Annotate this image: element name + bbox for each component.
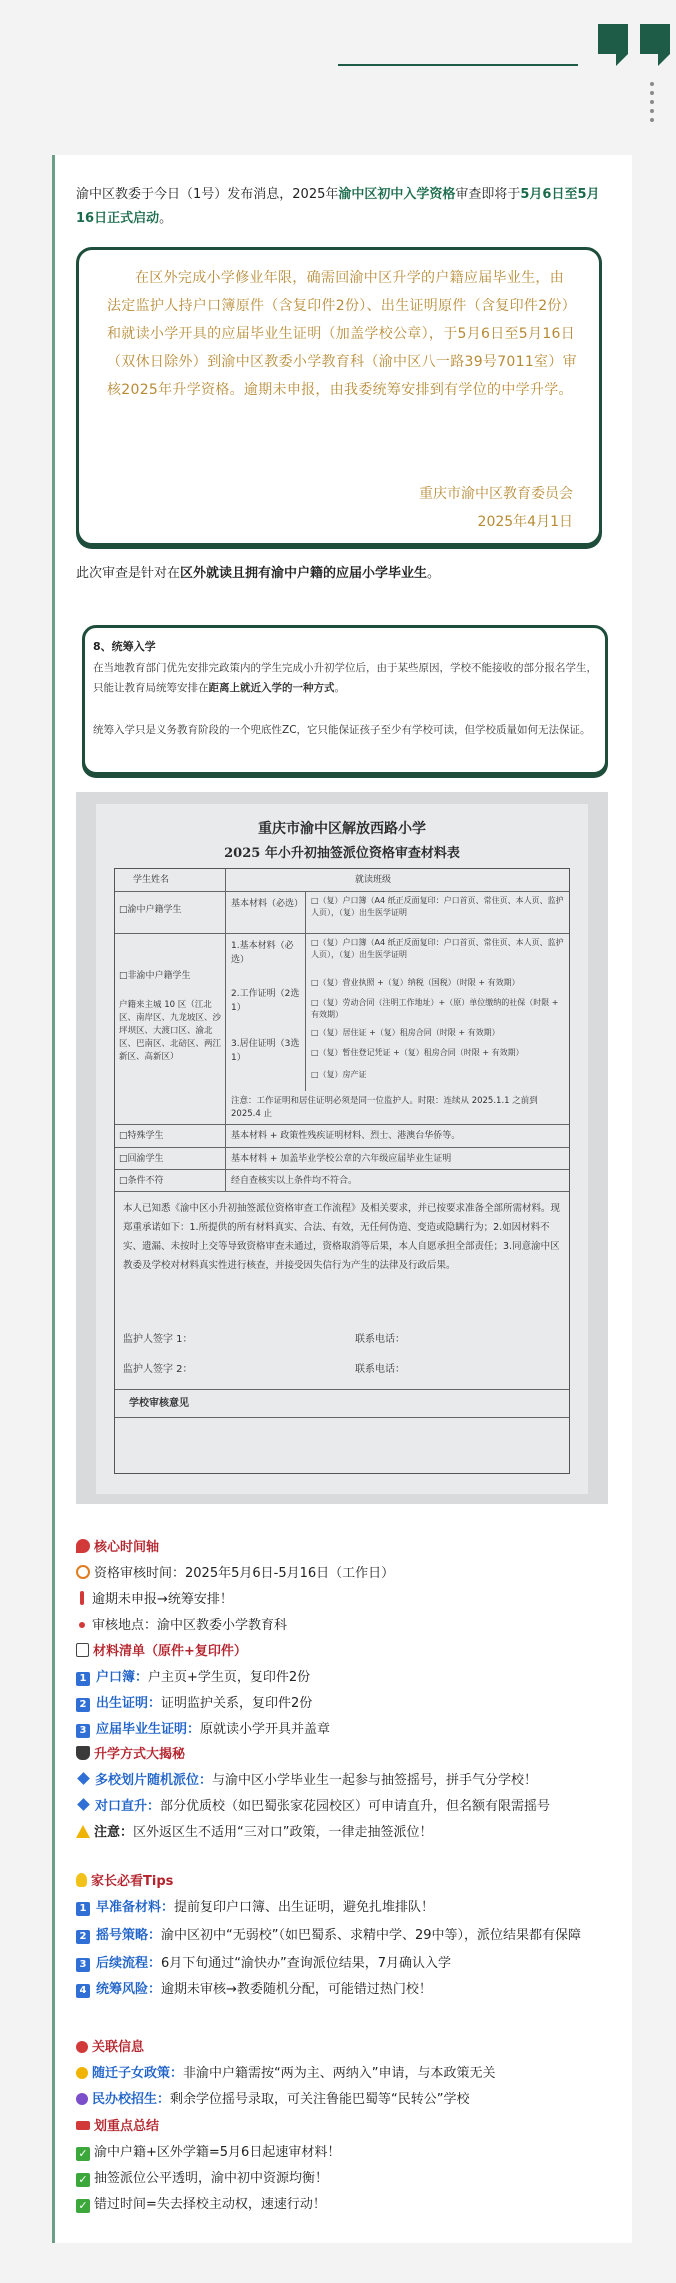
intro-paragraph bbox=[76, 183, 612, 231]
notice-sign-date: 2025年4月1日 bbox=[477, 514, 573, 530]
form-m3-a: □（复）居住证 +（复）租房合同（时限 + 有效期） bbox=[311, 1028, 500, 1037]
form-col-student: 学生姓名 bbox=[133, 875, 170, 885]
policy-paragraph-1 bbox=[93, 658, 599, 698]
form-row-nonlocal: □非渝中户籍学生 bbox=[119, 971, 191, 981]
warning-icon bbox=[76, 1825, 90, 1838]
form-sign2: 监护人签字 2： bbox=[123, 1364, 193, 1375]
scope-paragraph bbox=[76, 562, 612, 586]
intro-prefix: 渝中区教委于今日（1号）发布消息，2025年 bbox=[76, 187, 339, 202]
scope-prefix: 此次审查是针对在 bbox=[76, 566, 181, 581]
family-icon bbox=[76, 2067, 88, 2079]
check-icon: ✓ bbox=[76, 2173, 90, 2187]
notice-sign-org: 重庆市渝中区教育委员会 bbox=[419, 486, 573, 502]
form-tel2: 联系电话： bbox=[355, 1364, 405, 1375]
summary-section bbox=[76, 2117, 616, 2215]
check-icon: ✓ bbox=[76, 2147, 90, 2161]
material-item: 3 应届毕业生证明：原就读小学开具并盖章 bbox=[76, 1720, 616, 1740]
no-entry-icon bbox=[76, 2041, 88, 2053]
summary-title: 划重点总结 bbox=[76, 2117, 616, 2137]
header-divider bbox=[338, 64, 578, 66]
form-m3-b: □（复）暂住登记凭证 +（复）租房合同（时限 + 有效期） bbox=[311, 1048, 524, 1057]
methods-title: 升学方式大揭秘 bbox=[76, 1745, 616, 1765]
graduation-cap-icon bbox=[76, 1746, 90, 1760]
exclamation-icon bbox=[80, 1591, 84, 1605]
diamond-icon bbox=[77, 1798, 90, 1811]
intro-highlight-dates: 5月6日至5月16日正式启动 bbox=[76, 187, 600, 226]
megaphone-icon bbox=[76, 2121, 90, 2130]
intro-mid: 审查即将于 bbox=[455, 187, 521, 202]
policy-paragraph-2: 统筹入学只是义务教育阶段的一个兜底性ZC，它只能保证孩子至少有学校可读，但学校质量如何无法保证。 bbox=[93, 724, 591, 736]
form-title-table: 2025 年小升初抽签派位资格审查材料表 bbox=[224, 846, 460, 861]
related-section bbox=[76, 2038, 616, 2110]
summary-item: ✓ 渝中户籍+区外学籍=5月6日起速审材料！ bbox=[76, 2143, 616, 2163]
scope-bold: 区外就读且拥有渝中户籍的应届小学毕业生 bbox=[180, 566, 428, 581]
material-item: 1 户口簿：户主页+学生页，复印件2份 bbox=[76, 1668, 616, 1688]
timeline-item: 资格审核时间：2025年5月6日-5月16日（工作日） bbox=[76, 1564, 616, 1584]
form-row-special: □特殊学生 bbox=[119, 1131, 164, 1141]
official-notice-box bbox=[76, 247, 602, 546]
timeline-section bbox=[76, 1538, 616, 1636]
check-icon: ✓ bbox=[76, 2199, 90, 2213]
form-row-return-desc: 基本材料 + 加盖毕业学校公章的六年级应届毕业生证明 bbox=[231, 1154, 452, 1164]
tip-item: 4 统筹风险：逾期未审核→教委随机分配，可能错过热门校！ bbox=[76, 1980, 616, 2000]
form-row-local-basic: 基本材料（必选） bbox=[231, 899, 304, 909]
alarm-clock-icon bbox=[76, 1565, 90, 1579]
form-row-local-desc: □（复）户口簿（A4 纸正反面复印：户口首页、常住页、本人页、监护人页），（复）出生医学证明 bbox=[311, 896, 564, 917]
form-row-return: □回渝学生 bbox=[119, 1154, 164, 1164]
form-m2-a: □（复）营业执照 +（复）纳税（国税）（时限 + 有效期） bbox=[311, 978, 520, 987]
summary-item: ✓ 错过时间=失去择校主动权，速速行动！ bbox=[76, 2195, 616, 2215]
form-row-none: □条件不符 bbox=[119, 1176, 164, 1186]
form-tel1: 联系电话： bbox=[355, 1334, 405, 1345]
form-photo bbox=[76, 792, 608, 1504]
notice-body: 在区外完成小学修业年限，确需回渝中区升学的户籍应届毕业生，由法定监护人持户口簿原件（含复印件2份）、出生证明原件（含复印件2份）和就读小学开具的应届毕业生证明（加盖学校公章），于5月6日至5月16日（双休日除外）到渝中区教委小学教育科（渝中区八一路39号7011室）审核2025年升学资格。逾期未申报，由我委统筹安排到有学位的中学升学。 bbox=[107, 270, 577, 398]
form-m1: 1.基本材料（必选） bbox=[231, 941, 294, 965]
intro-highlight-program: 渝中区初中入学资格 bbox=[338, 187, 456, 202]
policy-p1-text: 在当地教育部门优先安排完政策内的学生完成小升初学位后，由于某些原因，学校不能接收的部分报名学生，只能让教育局统筹安排在 bbox=[93, 662, 597, 694]
timeline-item: 逾期未申报→统筹安排！ bbox=[76, 1590, 616, 1610]
article-side-bar bbox=[52, 155, 55, 2243]
form-pledge: 本人已知悉《渝中区小升初抽签派位资格审查工作流程》及相关要求，并已按要求准备全部所需材料。现郑重承诺如下：1.所提供的所有材料真实、合法、有效，无任何伪造、变造或隐瞒行为；2.如因材料不实、遗漏、未按时上交等导致资格审查未通过，资格取消等后果，本人自愿承担全部责任；3.同意渝中区教委及学校对材料真实性进行核查，并接受因失信行为产生的法律及行政后果。 bbox=[123, 1203, 561, 1271]
notice-signature bbox=[419, 480, 573, 536]
tip-item: 2 摇号策略：渝中区初中“无弱校”（如巴蜀系、求精中学、29中等），派位结果都有保障 bbox=[76, 1924, 616, 1948]
tips-section bbox=[76, 1872, 616, 2000]
quote-mark-icon bbox=[640, 24, 670, 66]
timeline-item: 审核地点：渝中区教委小学教育科 bbox=[76, 1616, 616, 1636]
tip-item: 3 后续流程：6月下旬通过“渝快办”查询派位结果，7月确认入学 bbox=[76, 1954, 616, 1974]
method-note: 注意：区外返区生不适用“三对口”政策，一律走抽签派位！ bbox=[76, 1823, 616, 1843]
form-col-class: 就读班级 bbox=[355, 875, 392, 885]
form-m3: 3.居住证明（3选1） bbox=[231, 1039, 300, 1063]
timeline-title: 核心时间轴 bbox=[76, 1538, 616, 1558]
lightbulb-icon bbox=[76, 1873, 87, 1887]
form-title-school: 重庆市渝中区解放西路小学 bbox=[258, 821, 426, 837]
form-row-none-desc: 经自查核实以上条件均不符合。 bbox=[231, 1176, 358, 1186]
form-row-local: □渝中户籍学生 bbox=[119, 905, 182, 915]
form-m3-c: □（复）房产证 bbox=[311, 1070, 367, 1079]
policy-title: 8、统筹入学 bbox=[93, 640, 156, 653]
school-icon bbox=[76, 2093, 88, 2105]
method-item: 多校划片随机派位：与渝中区小学毕业生一起参与抽签摇号，拼手气分学校！ bbox=[76, 1771, 616, 1791]
policy-p1-end: 。 bbox=[334, 682, 345, 694]
clipboard-icon bbox=[76, 1643, 89, 1657]
form-school-opinion: 学校审核意见 bbox=[129, 1398, 189, 1409]
related-title: 关联信息 bbox=[76, 2038, 616, 2058]
methods-section bbox=[76, 1745, 616, 1843]
intro-suffix: 。 bbox=[159, 211, 173, 226]
summary-item: ✓ 抽签派位公平透明，渝中初中资源均衡！ bbox=[76, 2169, 616, 2189]
related-item: 随迁子女政策：非渝中户籍需按“两为主、两纳入”申请，与本政策无关 bbox=[76, 2064, 616, 2084]
form-m2: 2.工作证明（2选1） bbox=[231, 989, 300, 1013]
form-m2-b: □（复）劳动合同（注明工作地址）+（原）单位缴纳的社保（时限 + 有效期） bbox=[311, 998, 559, 1019]
materials-section bbox=[76, 1642, 616, 1740]
pushpin-icon bbox=[79, 1622, 85, 1628]
material-item: 2 出生证明：证明监护关系，复印件2份 bbox=[76, 1694, 616, 1714]
related-item: 民办校招生：剩余学位摇号录取，可关注鲁能巴蜀等“民转公”学校 bbox=[76, 2090, 616, 2110]
tip-item: 1 早准备材料：提前复印户口簿、出生证明，避免扎堆排队！ bbox=[76, 1898, 616, 1918]
method-item: 对口直升：部分优质校（如巴蜀张家花园校区）可申请直升，但名额有限需摇号 bbox=[76, 1797, 616, 1817]
form-row-nonlocal-sub: 户籍来主城 10 区（江北区、南岸区、九龙坡区、沙坪坝区、大渡口区、渝北区、巴南区、北碚区、两江新区、高新区） bbox=[119, 1000, 222, 1062]
form-paper bbox=[96, 804, 588, 1494]
pin-icon bbox=[76, 1539, 90, 1553]
form-m1-desc: □（复）户口簿（A4 纸正反面复印：户口首页、常住页、本人页、监护人页），（复）出生医学证明 bbox=[311, 938, 564, 959]
policy-p1-bold: 距离上就近入学的一种方式 bbox=[208, 682, 335, 694]
policy-quote-box bbox=[82, 625, 608, 775]
materials-title: 材料清单（原件+复印件） bbox=[76, 1642, 616, 1662]
quote-mark-icon bbox=[598, 24, 628, 66]
form-table bbox=[114, 868, 570, 1474]
form-sign1: 监护人签字 1： bbox=[123, 1334, 193, 1345]
scope-suffix: 。 bbox=[427, 566, 441, 581]
form-note: 注意：工作证明和居住证明必须是同一位监护人。时限：连续从 2025.1.1 之前到 2025.4 止 bbox=[231, 1096, 538, 1119]
form-row-special-desc: 基本材料 + 政策性残疾证明材料、烈士、港澳台华侨等。 bbox=[231, 1131, 461, 1141]
diamond-icon bbox=[77, 1772, 90, 1785]
tips-title: 家长必看Tips bbox=[76, 1872, 616, 1892]
vertical-dots-decoration bbox=[649, 82, 655, 127]
